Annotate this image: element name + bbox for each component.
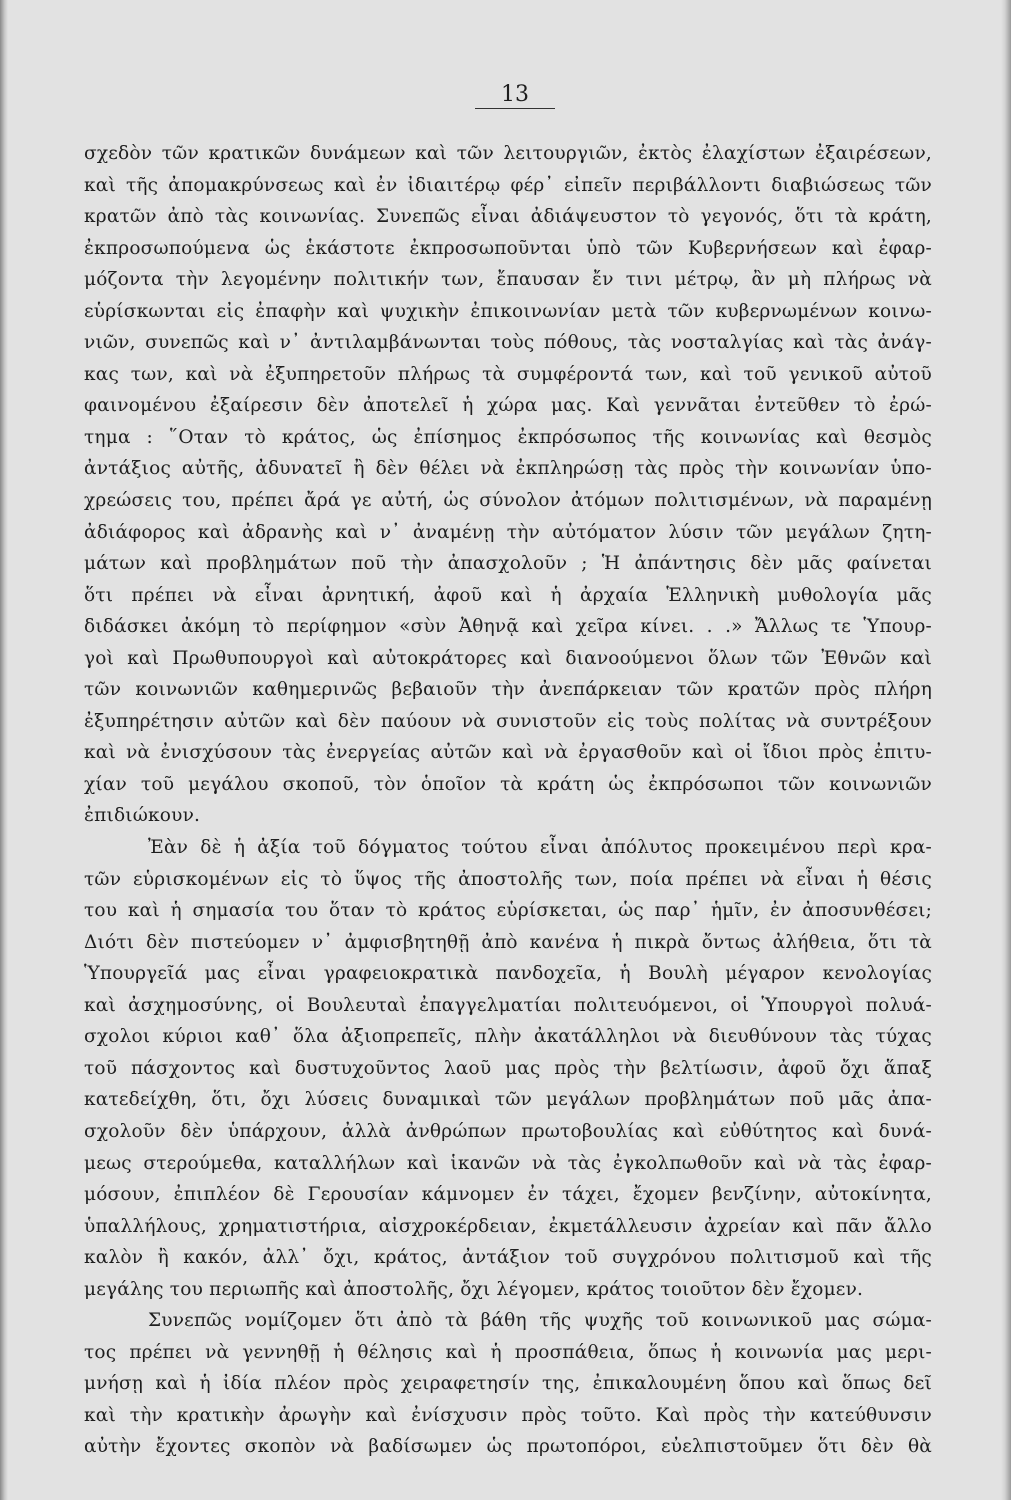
text-line: νιῶν, συνεπῶς καὶ ν᾽ ἀντιλαμβάνωνται τοὺς πόθους, τὰς νοσταλγίας καὶ τὰς ἀνάγ- xyxy=(84,332,932,354)
text-line: κρατῶν ἀπὸ τὰς κοινωνίας. Συνεπῶς εἶναι ἀδιάψευστον τὸ γεγονός, ὅτι τὰ κράτη, xyxy=(84,206,932,228)
text-line: χρεώσεις του, πρέπει ἄρά γε αὐτή, ὡς σύνολον ἀτόμων πολιτισμένων, νὰ παραμένῃ xyxy=(84,490,932,512)
text-line: καλὸν ἢ κακόν, ἀλλ᾽ ὄχι, κράτος, ἀντάξιον τοῦ συγχρόνου πολιτισμοῦ καὶ τῆς xyxy=(84,1247,932,1269)
paragraph xyxy=(84,1305,932,1463)
text-line: αὐτὴν ἔχοντες σκοπὸν νὰ βαδίσωμεν ὡς πρωτοπόροι, εὐελπιστοῦμεν ὅτι δὲν θὰ xyxy=(84,1436,932,1458)
text-line: Ἐὰν δὲ ἡ ἀξία τοῦ δόγματος τούτου εἶναι ἀπόλυτος προκειμένου περὶ κρα- xyxy=(148,837,932,859)
text-line: τημα : ῞Οταν τὸ κράτος, ὡς ἐπίσημος ἐκπρόσωπος τῆς κοινωνίας καὶ θεσμὸς xyxy=(84,426,932,448)
text-line: Ὑπουργεῖά μας εἶναι γραφειοκρατικὰ πανδοχεῖα, ἡ Βουλὴ μέγαρον κενολογίας xyxy=(84,963,932,985)
text-line: διδάσκει ἀκόμη τὸ περίφημον «σὺν Ἀθηνᾷ καὶ χεῖρα κίνει. . .» Ἄλλως τε Ὑπουρ- xyxy=(84,616,932,638)
text-line: κας των, καὶ νὰ ἐξυπηρετοῦν πλήρως τὰ συμφέροντά των, καὶ τοῦ γενικοῦ αὐτοῦ xyxy=(84,363,932,385)
text-line: τῶν κοινωνιῶν καθημερινῶς βεβαιοῦν τὴν ἀνεπάρκειαν τῶν κρατῶν πρὸς πλήρη xyxy=(84,679,932,701)
text-line: σχολοῦν δὲν ὑπάρχουν, ἀλλὰ ἀνθρώπων πρωτοβουλίας καὶ εὐθύτητος καὶ δυνά- xyxy=(84,1120,932,1142)
text-line: μεως στερούμεθα, καταλλήλων καὶ ἱκανῶν νὰ τὰς ἐγκολπωθοῦν καὶ νὰ τὰς ἐφαρ- xyxy=(84,1152,932,1174)
text-line: κατεδείχθη, ὅτι, ὄχι λύσεις δυναμικαὶ τῶν μεγάλων προβλημάτων ποῦ μᾶς ἀπα- xyxy=(84,1089,932,1111)
text-line: καὶ ἀσχημοσύνης, οἱ Βουλευταὶ ἐπαγγελματίαι πολιτευόμενοι, οἱ Ὑπουργοὶ πολυά- xyxy=(84,994,932,1016)
text-line: μάτων καὶ προβλημάτων ποῦ τὴν ἀπασχολοῦν ; Ἡ ἀπάντησις δὲν μᾶς φαίνεται xyxy=(84,553,932,575)
text-line: εὑρίσκωνται εἰς ἐπαφὴν καὶ ψυχικὴν ἐπικοινωνίαν μετὰ τῶν κυβερνωμένων κοινω- xyxy=(84,300,932,322)
text-line: ὅτι πρέπει νὰ εἶναι ἀρνητική, ἀφοῦ καὶ ἡ ἀρχαία Ἑλληνικὴ μυθολογία μᾶς xyxy=(84,584,932,606)
text-line: μόσουν, ἐπιπλέον δὲ Γερουσίαν κάμνομεν ἐν τάχει, ἔχομεν βενζίνην, αὐτοκίνητα, xyxy=(84,1184,932,1206)
text-line: ἐπιδιώκουν. xyxy=(84,805,201,827)
text-line: μόζοντα τὴν λεγομένην πολιτικήν των, ἔπαυσαν ἔν τινι μέτρῳ, ἂν μὴ πλήρως νὰ xyxy=(84,269,932,291)
scan-edge-left xyxy=(0,0,8,1500)
text-line: τοῦ πάσχοντος καὶ δυστυχοῦντος λαοῦ μας πρὸς τὴν βελτίωσιν, ἀφοῦ ὄχι ἅπαξ xyxy=(84,1057,932,1079)
text-line: τῶν εὑρισκομένων εἰς τὸ ὕψος τῆς ἀποστολῆς των, ποία πρέπει νὰ εἶναι ἡ θέσις xyxy=(84,868,932,890)
text-line: καὶ νὰ ἐνισχύσουν τὰς ἐνεργείας αὐτῶν καὶ νὰ ἐργασθοῦν καὶ οἱ ἴδιοι πρὸς ἐπιτυ- xyxy=(84,742,932,764)
scan-edge-right xyxy=(1001,0,1011,1500)
text-line: τος πρέπει νὰ γεννηθῇ ἡ θέλησις καὶ ἡ προσπάθεια, ὅπως ἡ κοινωνία μας μερι- xyxy=(84,1341,932,1363)
text-line: καὶ τῆς ἀπομακρύνσεως καὶ ἐν ἰδιαιτέρῳ φέρ᾽ εἰπεῖν περιβάλλοντι διαβιώσεως τῶν xyxy=(84,174,932,196)
text-line: φαινομένου ἐξαίρεσιν δὲν ἀποτελεῖ ἡ χώρα μας. Καὶ γεννᾶται ἐντεῦθεν τὸ ἐρώ- xyxy=(84,395,932,417)
text-line: σχεδὸν τῶν κρατικῶν δυνάμεων καὶ τῶν λειτουργιῶν, ἐκτὸς ἐλαχίστων ἐξαιρέσεων, xyxy=(84,143,932,164)
page-number: 13 xyxy=(475,82,555,109)
text-line: μεγάλης του περιωπῆς καὶ ἀποστολῆς, ὄχι λέγομεν, κράτος τοιοῦτον δὲν ἔχομεν. xyxy=(84,1278,864,1300)
text-line: ἀδιάφορος καὶ ἀδρανὴς καὶ ν᾽ ἀναμένῃ τὴν αὐτόματον λύσιν τῶν μεγάλων ζητη- xyxy=(84,521,932,543)
text-line: ὑπαλλήλους, χρηματιστήρια, αἰσχροκέρδειαν, ἐκμετάλλευσιν ἀχρείαν καὶ πᾶν ἄλλο xyxy=(84,1215,932,1237)
paragraph xyxy=(84,138,932,832)
text-line: σχολοι κύριοι καθ᾽ ὅλα ἀξιοπρεπεῖς, πλὴν ἀκατάλληλοι νὰ διευθύνουν τὰς τύχας xyxy=(84,1026,932,1048)
text-line: Διότι δὲν πιστεύομεν ν᾽ ἀμφισβητηθῇ ἀπὸ κανένα ἡ πικρὰ ὄντως ἀλήθεια, ὅτι τὰ xyxy=(84,931,932,953)
text-line: χίαν τοῦ μεγάλου σκοποῦ, τὸν ὁποῖον τὰ κράτη ὡς ἐκπρόσωποι τῶν κοινωνιῶν xyxy=(84,773,932,795)
text-line: Συνεπῶς νομίζομεν ὅτι ἀπὸ τὰ βάθη τῆς ψυχῆς τοῦ κοινωνικοῦ μας σώμα- xyxy=(148,1310,932,1332)
text-line: ἀντάξιος αὐτῆς, ἀδυνατεῖ ἢ δὲν θέλει νὰ ἐκπληρώσῃ τὰς πρὸς τὴν κοινωνίαν ὑπο- xyxy=(84,458,932,480)
text-line: του καὶ ἡ σημασία του ὅταν τὸ κράτος εὑρίσκεται, ὡς παρ᾽ ἡμῖν, ἐν ἀποσυνθέσει; xyxy=(84,900,932,922)
text-line: καὶ τὴν κρατικὴν ἀρωγὴν καὶ ἐνίσχυσιν πρὸς τοῦτο. Καὶ πρὸς τὴν κατεύθυνσιν xyxy=(84,1404,932,1426)
text-line: γοὶ καὶ Πρωθυπουργοὶ καὶ αὐτοκράτορες καὶ διανοούμενοι ὅλων τῶν Ἐθνῶν καὶ xyxy=(84,647,932,669)
text-line: μνήσῃ καὶ ἡ ἰδία πλέον πρὸς χειραφετησίν της, ἐπικαλουμένη ὅπου καὶ ὅπως δεῖ xyxy=(84,1373,932,1395)
text-line: ἐξυπηρέτησιν αὐτῶν καὶ δὲν παύουν νὰ συνιστοῦν εἰς τοὺς πολίτας νὰ συντρέξουν xyxy=(84,710,932,732)
text-line: ἐκπροσωπούμενα ὡς ἑκάστοτε ἐκπροσωποῦνται ὑπὸ τῶν Κυβερνήσεων καὶ ἐφαρ- xyxy=(84,237,932,259)
paragraph xyxy=(84,832,932,1305)
body-text xyxy=(84,138,932,1463)
